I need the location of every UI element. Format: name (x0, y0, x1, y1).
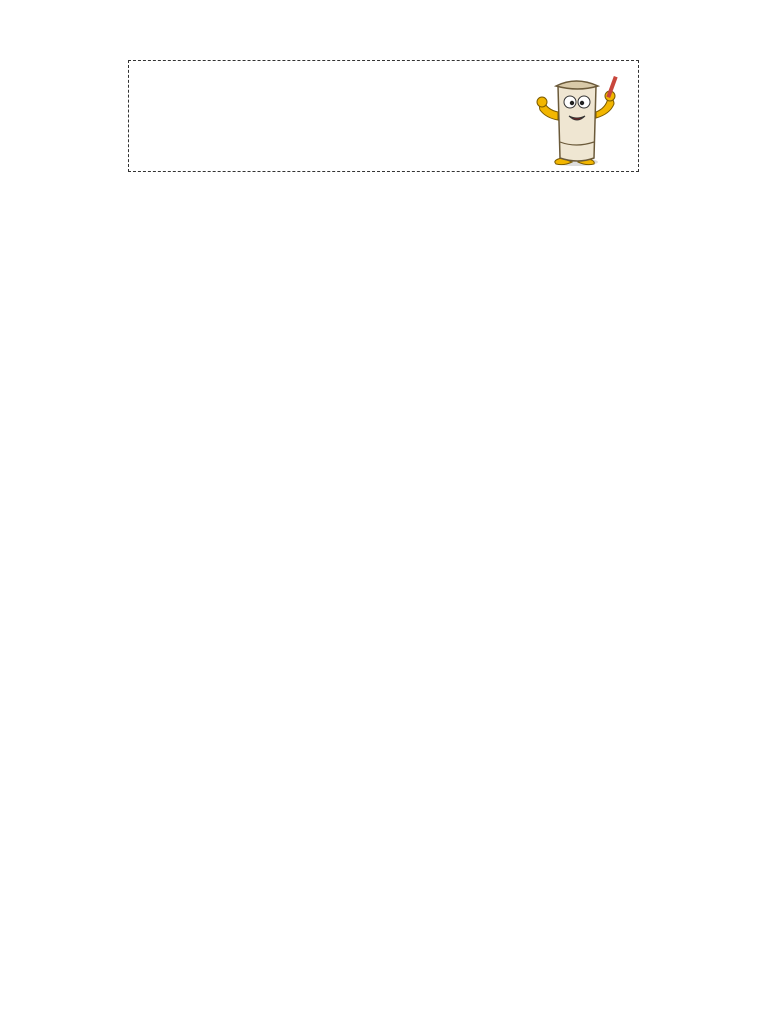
pencil-border-right (712, 58, 742, 1024)
pencil-border-left (26, 58, 56, 1024)
scroll-mascot-illustration (532, 72, 622, 170)
pencil-border-top (28, 28, 740, 58)
